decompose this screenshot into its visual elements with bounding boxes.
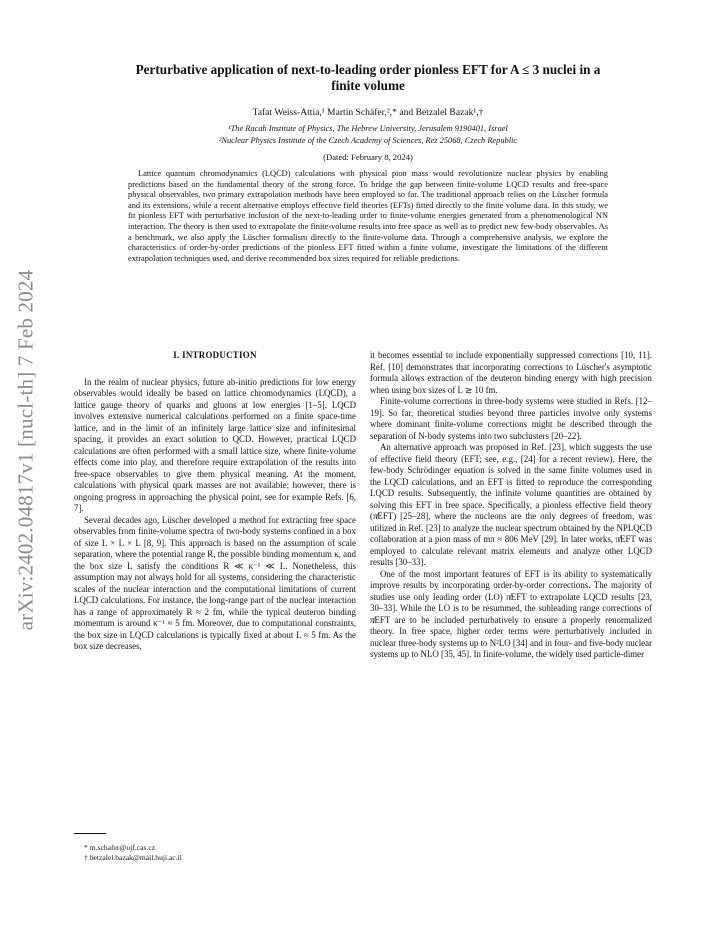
dated-line: (Dated: February 8, 2024): [323, 152, 413, 162]
arxiv-sidebar: [4, 190, 48, 710]
right-paragraph-4: One of the most important features of EFT is its ability to systematically improve results by incorporating order-by-order corrections. The majority of studies use only leading order (LO) π̸EFT to extrapolate LQCD results [23, 30–33]. While the LO is to be resummed, the subleading range corrections of π̸EFT are to be included perturbatively to ensure a properly renormalized theory. In free space, higher order terms were perturbatively included in nuclear three-body systems up to N²LO [34] and in four- and five-body nuclear systems up to NLO [35, 45]. In finite-volume, the widely used particle-dimer: [370, 568, 652, 659]
right-paragraph-1: it becomes essential to include exponentially suppressed corrections [10, 11]. Ref. [10] demonstrates that incorporating corrections to Lüscher's asymptotic formula allows extraction of the deuteron binding energy with high precision when using box sizes of L ≳ 10 fm.: [370, 350, 652, 395]
right-paragraph-2: Finite-volume corrections in three-body systems were studied in Refs. [12–19]. So far, theoretical studies beyond three particles involve only systems where dominant finite-volume corrections might be described through the separation of N-body systems into two subclusters [20–22].: [370, 396, 652, 441]
arxiv-identifier: arXiv:2402.04817v1 [nucl-th] 7 Feb 2024: [13, 269, 38, 631]
footnote-bazak-email: † betzalel.bazak@mail.huji.ac.il: [84, 853, 182, 862]
intro-paragraph-2: Several decades ago, Lüscher developed a method for extracting free space observables from finite-volume spectra of two-body systems confined in a box of size L × L × L [8, 9]. This approach is based on the assumption of scale separation, where the potential range R, the possible binding momentum κ, and the box size L satisfy the conditions R ≪ κ⁻¹ ≪ L. Nonetheless, this assumption may not always hold for all systems, considering the characteristic scales of the nuclear interaction and the computational limitations of current LQCD calculations. For instance, the long-range part of the nuclear interaction has a range of approximately R ≈ 2 fm, while the typical deuteron binding momentum is around κ⁻¹ ≈ 5 fm. Moreover, due to computational constraints, the box size in LQCD calculations is typically fixed at about L ≈ 5 fm. As the box size decreases,: [74, 514, 356, 651]
affiliation-nuclear-physics-institute: ²Nuclear Physics Institute of the Czech Academy of Sciences, Rez 25068, Czech Republic: [218, 136, 518, 145]
right-paragraph-3: An alternative approach was proposed in Ref. [23], which suggests the use of effective field theory (EFT; see, e.g., [24] for a recent review). Here, the few-body Schrödinger equation is solved in the same finite volumes used in the LQCD calculations, and an EFT is fitted to reproduce the corresponding LQCD results. Subsequently, the infinite volume quantities are obtained by solving this EFT in free space. Specifically, a pionless effective field theory (π̸EFT) [25–28], where the nucleons are the only degrees of freedom, was utilized in Ref. [23] to analyze the nuclear spectrum obtained by the NPLQCD collaboration at a pion mass of mπ ≈ 806 MeV [29]. In later works, π̸EFT was employed to calculate relevant matrix elements and analyze other LQCD results [30–33].: [370, 442, 652, 567]
right-column: [370, 350, 652, 661]
footnotes: [74, 843, 356, 863]
paper-title: [74, 62, 662, 94]
left-column: [74, 350, 356, 653]
section-heading-introduction: I. INTRODUCTION: [173, 350, 257, 360]
title-line-1: Perturbative application of next-to-leading order pionless EFT for A ≤ 3 nuclei in a: [135, 62, 601, 77]
author-list: Tafat Weiss-Attia,¹ Martin Schäfer,²,* and Betzalel Bazak¹,†: [252, 107, 484, 118]
intro-paragraph-1: In the realm of nuclear physics, future ab-initio predictions for low energy observables would ideally be based on lattice chromodynamics (LQCD), a lattice gauge theory of quarks and gluons at low energies [1–5]. LQCD involves extensive numerical calculations performed on a finite space-time lattice, and in the limit of an infinitely large lattice size and infinitesimal spacing, it provides an exact solution to QCD. However, practical LQCD calculations are often performed with a small lattice size, where finite-volume effects come into play, and therefore require extrapolation of the results into free-space observables to give them physical meaning. At the moment, calculations with physical quark masses are not available; however, there is ongoing progress in approaching the physical point, see for example Refs. [6, 7].: [74, 376, 356, 513]
title-line-2: finite volume: [331, 78, 405, 93]
footnote-schafer-email: * m.schafer@ujf.cas.cz: [84, 843, 156, 852]
affiliation-racah: ¹The Racah Institute of Physics, The Hebrew University, Jerusalem 9190401, Israel: [228, 124, 508, 133]
footnote-rule: [74, 833, 106, 834]
abstract: Lattice quantum chromodynamics (LQCD) calculations with physical pion mass would revolutionize nuclear physics by enabling predictions based on the fundamental theory of the strong force. To bridge the gap between finite-volume LQCD results and free-space physical observables, two primary extrapolation methods have been employed so far. The traditional approach relies on the Lüscher formula and its extensions, while a recent alternative employs effective field theories (EFTs) fitted directly to the finite volume data. In this study, we fit pionless EFT with perturbative inclusion of the next-to-leading order to finite-volume energies generated from a phenomenological NN interaction. The theory is then used to extrapolate the finite-volume results into free space as well as to predict new few-body observables. As a benchmark, we also apply the Lüscher formalism directly to the finite-volume data. Through a comprehensive analysis, we explore the characteristics of order-by-order predictions of the pionless EFT fitted within a finite volume, investigate the limitations of the different extrapolation techniques used, and derive recommended box sizes required for reliable predictions.: [128, 169, 608, 263]
